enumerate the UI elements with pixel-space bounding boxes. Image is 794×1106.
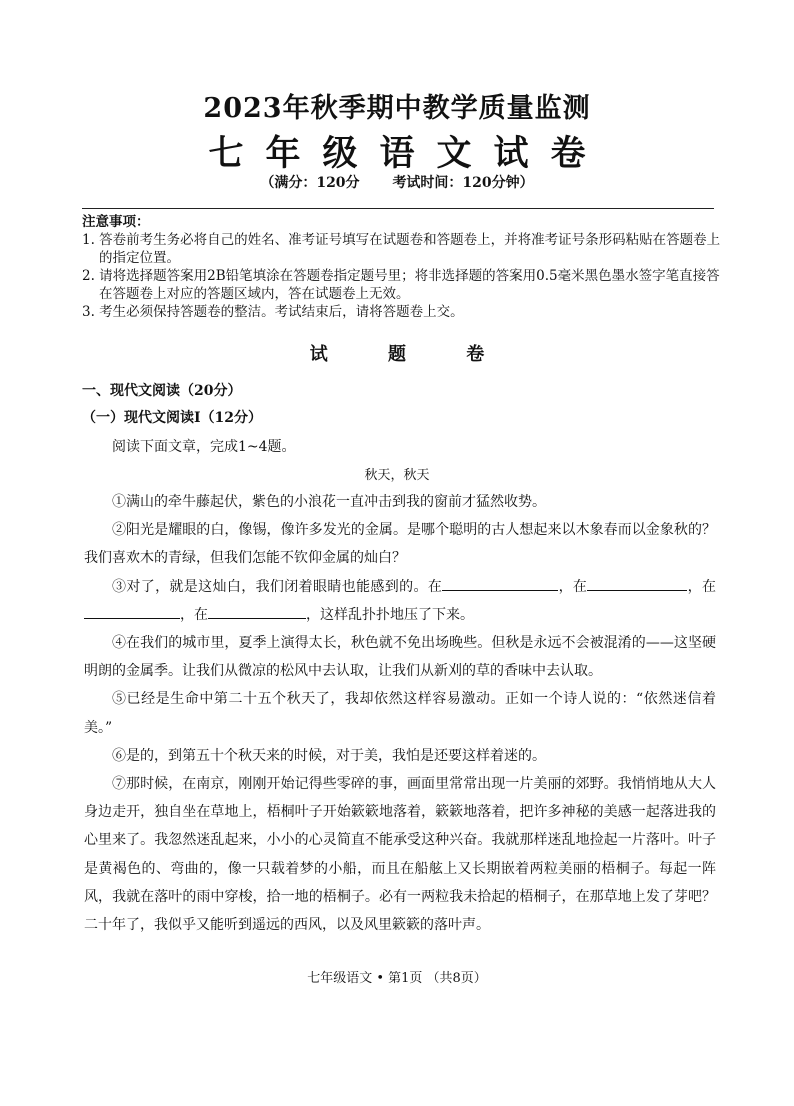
paper-label-char: 题	[388, 344, 406, 365]
article-title: 秋天，秋天	[364, 468, 430, 483]
notice-block	[82, 213, 722, 321]
header-divider	[82, 208, 714, 209]
paper-label-char: 试	[309, 344, 328, 365]
subsection-heading: （一）现代文阅读Ⅰ（12分）	[82, 410, 263, 426]
exam-title: 2023年秋季期中教学质量监测	[203, 93, 591, 124]
article-paragraph: ⑦那时候，在南京，刚刚开始记得些零碎的事，画面里常常出现一片美丽的郊野。我悄悄地从大人身边走开，独自坐在草地上，梧桐叶子开始簌簌地落着，簌簌地落着，把许多神秘的美感一起落进我的心里来了。我忽然迷乱起来，小小的心灵简直不能承受这种兴奋。我就那样迷乱地捡起一片落叶。叶子是黄褐色的、弯曲的，像一只载着梦的小船，而且在船舷上又长期嵌着两粒美丽的梧桐子。每起一阵风，我就在落叶的雨中穿梭，拾一地的梧桐子。必有一两粒我未拾起的梧桐子，在那草地上发了芽吧？二十年了，我似乎又能听到遥远的西风，以及风里簌簌的落叶声。	[84, 776, 716, 934]
article-paragraph: ②阳光是耀眼的白，像锡，像许多发光的金属。是哪个聪明的古人想起来以木象春而以金象秋的？我们喜欢木的青绿，但我们怎能不钦仰金属的灿白？	[84, 522, 716, 567]
article-paragraph: ⑤已经是生命中第二十五个秋天了，我却依然这样容易激动。正如一个诗人说的：“依然迷信着美。”	[84, 691, 716, 736]
paper-label-char: 卷	[466, 344, 485, 365]
full-score: （满分：120分	[260, 175, 360, 191]
notice-item: 3. 考生必须保持答题卷的整洁。考试结束后，请将答题卷上交。	[82, 304, 464, 320]
section-heading: 一、现代文阅读（20分）	[82, 383, 242, 399]
answer-blank	[84, 604, 180, 619]
notice-heading: 注意事项：	[82, 214, 150, 230]
exam-time: 考试时间：120分钟）	[392, 175, 534, 191]
article-paragraph: ①满山的牵牛藤起伏，紫色的小浪花一直冲击到我的窗前才猛然收势。	[112, 494, 546, 510]
answer-blank	[442, 576, 558, 591]
exam-meta	[0, 172, 794, 192]
answer-blank	[587, 576, 687, 591]
article-paragraph: ④在我们的城市里，夏季上演得太长，秋色就不免出场晚些。但秋是永远不会被混淆的——这坚硬明朗的金属季。让我们从微凉的松风中去认取，让我们从新刈的草的香味中去认取。	[84, 635, 716, 680]
reading-instruction: 阅读下面文章，完成1~4题。	[112, 439, 296, 455]
article-body	[84, 488, 716, 939]
notice-item: 2. 请将选择题答案用2B铅笔填涂在答题卷指定题号里；将非选择题的答案用0.5毫米黑色墨水签字笔直接答在答题卷上对应的答题区域内，答在试题卷上无效。	[82, 268, 720, 302]
article-paragraph: ⑥是的，到第五十个秋天来的时候，对于美，我怕是还要这样着迷的。	[112, 747, 546, 764]
paper-label	[0, 340, 794, 366]
exam-subject-title: 七年级语文试卷	[208, 133, 608, 174]
notice-item: 1. 答卷前考生务必将自己的姓名、准考证号填写在试题卷和答题卷上，并将准考证号条形码粘贴在答题卷上的指定位置。	[82, 232, 721, 266]
article-paragraph-fill-blank: ③对了，就是这灿白，我们闭着眼睛也能感到的。在 ，在 ，在，在 ，这样乱扑扑地压了下来。	[84, 573, 716, 629]
answer-blank	[208, 604, 306, 619]
page-footer: 七年级语文 • 第1页 （共8页）	[307, 971, 487, 986]
